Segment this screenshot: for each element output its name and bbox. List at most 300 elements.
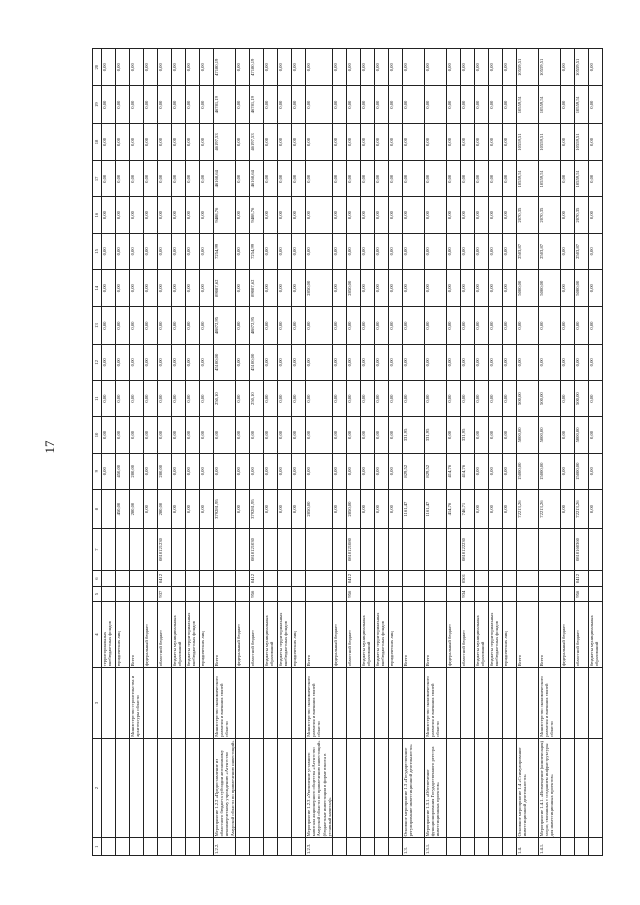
amount-cell: 0,00 — [503, 381, 517, 417]
table-row — [589, 49, 603, 856]
funding-source-cell: федеральный бюджет — [333, 601, 347, 667]
amount-cell: 0,00 — [375, 270, 389, 307]
funding-source-cell: Всего — [306, 601, 333, 667]
amount-cell: 0,00 — [172, 86, 186, 123]
amount-cell: 379281,95 — [214, 489, 236, 528]
amount-cell: 0,00 — [503, 123, 517, 160]
row-number-cell: 1.2.2. — [214, 838, 236, 856]
amount-cell: 0,00 — [461, 233, 475, 269]
amount-cell: 0,00 — [403, 381, 425, 417]
amount-cell: 0,00 — [144, 344, 158, 380]
amount-cell: 0,00 — [447, 344, 461, 380]
amount-cell: 0,00 — [333, 489, 347, 528]
amount-cell: 0,00 — [102, 344, 116, 380]
amount-cell: 0,00 — [347, 233, 361, 269]
amount-cell: 0,00 — [403, 344, 425, 380]
target-article-cell — [447, 529, 461, 570]
column-number: 5 — [93, 587, 102, 602]
grbs-code-cell — [144, 587, 158, 602]
table-row — [264, 49, 278, 856]
amount-cell: 331,95 — [461, 417, 475, 453]
amount-cell: 0,00 — [475, 49, 489, 87]
column-number: 15 — [93, 233, 102, 269]
amount-cell: 0,00 — [403, 123, 425, 160]
amount-cell: 280,00 — [130, 489, 144, 528]
funding-source-cell: бюджеты муниципальных образований — [172, 601, 186, 667]
amount-cell: 0,00 — [306, 344, 333, 380]
measure-name-cell — [333, 738, 347, 838]
amount-cell: 0,00 — [361, 344, 375, 380]
grbs-code-cell — [102, 587, 116, 602]
amount-cell: 0,00 — [561, 381, 575, 417]
row-number-cell — [589, 838, 603, 856]
measure-name-cell — [130, 738, 144, 838]
measure-name-cell — [250, 738, 264, 838]
measure-name-cell — [347, 738, 361, 838]
amount-cell: 0,00 — [561, 123, 575, 160]
amount-cell: 45100,00 — [214, 344, 236, 380]
amount-cell: 0,00 — [425, 161, 447, 197]
amount-cell: 72213,26 — [539, 489, 561, 528]
funding-source-cell: федеральный бюджет — [236, 601, 250, 667]
target-article-cell — [539, 529, 561, 570]
amount-cell: 0,00 — [447, 197, 461, 233]
amount-cell: 0,00 — [475, 123, 489, 160]
target-article-cell — [102, 529, 116, 570]
amount-cell: 2503,87 — [517, 233, 539, 269]
responsible-cell — [186, 668, 200, 739]
responsible-cell — [403, 668, 425, 739]
amount-cell: 0,00 — [589, 161, 603, 197]
responsible-cell: Министерство экономического развития и внешних связей области — [425, 668, 447, 739]
target-article-cell — [130, 529, 144, 570]
amount-cell: 0,00 — [186, 233, 200, 269]
funding-source-cell: бюджеты территориальных внебюджетных фондов — [278, 601, 292, 667]
responsible-cell — [172, 668, 186, 739]
amount-cell: 0,00 — [264, 123, 278, 160]
table-row — [116, 49, 130, 856]
amount-cell: 0,00 — [172, 417, 186, 453]
responsible-cell — [333, 668, 347, 739]
amount-cell: 0,00 — [116, 270, 130, 307]
target-article-cell: 0810121230 — [158, 529, 172, 570]
amount-cell: 0,00 — [503, 86, 517, 123]
amount-cell: 1161,47 — [425, 489, 447, 528]
target-article-cell — [144, 529, 158, 570]
amount-cell: 0,00 — [589, 381, 603, 417]
amount-cell: 0,00 — [172, 344, 186, 380]
amount-cell: 0,00 — [278, 123, 292, 160]
measure-name-cell — [186, 738, 200, 838]
column-number: 10 — [93, 417, 102, 453]
amount-cell: 0,00 — [389, 381, 403, 417]
amount-cell: 0,00 — [389, 49, 403, 87]
row-number-cell — [447, 838, 461, 856]
amount-cell: 72213,26 — [575, 489, 589, 528]
funding-source-cell: Всего — [425, 601, 447, 667]
amount-cell: 0,00 — [144, 161, 158, 197]
target-article-cell: 0810121080 — [347, 529, 361, 570]
amount-cell: 0,00 — [116, 161, 130, 197]
amount-cell: 0,00 — [186, 270, 200, 307]
table-row — [186, 49, 200, 856]
section-code-cell — [425, 570, 447, 587]
amount-cell: 0,00 — [347, 307, 361, 344]
target-article-cell — [292, 529, 306, 570]
amount-cell: 10559,51 — [517, 161, 539, 197]
amount-cell: 1161,47 — [403, 489, 425, 528]
amount-cell: 0,00 — [489, 86, 503, 123]
amount-cell: 72213,26 — [517, 489, 539, 528]
amount-cell: 0,00 — [172, 453, 186, 489]
amount-cell: 0,00 — [561, 197, 575, 233]
amount-cell: 0,00 — [389, 307, 403, 344]
funding-source-cell: бюджеты территориальных внебюджетных фондов — [186, 601, 200, 667]
grbs-code-cell: 956 — [575, 587, 589, 602]
amount-cell: 0,00 — [278, 381, 292, 417]
amount-cell: 0,00 — [589, 197, 603, 233]
row-number-cell — [489, 838, 503, 856]
amount-cell: 0,00 — [475, 197, 489, 233]
amount-cell: 5000,00 — [575, 270, 589, 307]
row-number-cell — [186, 838, 200, 856]
row-number-cell — [475, 838, 489, 856]
amount-cell: 0,00 — [200, 49, 214, 87]
measure-name-cell — [116, 738, 130, 838]
target-article-cell — [278, 529, 292, 570]
amount-cell: 450,00 — [116, 453, 130, 489]
amount-cell: 0,00 — [389, 123, 403, 160]
amount-cell: 2850,00 — [347, 270, 361, 307]
amount-cell: 0,00 — [130, 123, 144, 160]
rotated-page-holder — [92, 48, 600, 856]
amount-cell: 0,00 — [375, 161, 389, 197]
row-number-cell — [389, 838, 403, 856]
responsible-cell — [347, 668, 361, 739]
section-code-cell — [306, 570, 333, 587]
amount-cell: 746,71 — [461, 489, 475, 528]
amount-cell — [102, 489, 116, 528]
amount-cell: 5000,00 — [517, 270, 539, 307]
amount-cell: 0,00 — [589, 307, 603, 344]
table-row — [292, 49, 306, 856]
amount-cell: 0,00 — [347, 417, 361, 453]
amount-cell: 0,00 — [361, 197, 375, 233]
amount-cell: 0,00 — [200, 86, 214, 123]
amount-cell: 280,00 — [130, 453, 144, 489]
amount-cell: 0,00 — [425, 123, 447, 160]
amount-cell: 0,00 — [278, 161, 292, 197]
amount-cell: 0,00 — [575, 344, 589, 380]
amount-cell: 0,00 — [347, 123, 361, 160]
amount-cell: 0,00 — [200, 453, 214, 489]
amount-cell: 0,00 — [102, 86, 116, 123]
amount-cell: 0,00 — [292, 344, 306, 380]
amount-cell: 0,00 — [475, 489, 489, 528]
amount-cell: 0,00 — [475, 381, 489, 417]
section-code-cell — [102, 570, 116, 587]
amount-cell: 0,00 — [158, 86, 172, 123]
row-number-cell — [172, 838, 186, 856]
table-row — [389, 49, 403, 856]
amount-cell: 0,00 — [403, 233, 425, 269]
table-row — [130, 49, 144, 856]
target-article-cell — [333, 529, 347, 570]
amount-cell: 0,00 — [447, 123, 461, 160]
amount-cell: 0,00 — [292, 86, 306, 123]
page-number: 17 — [42, 440, 57, 454]
amount-cell: 0,00 — [102, 307, 116, 344]
funding-source-cell: областной бюджет — [575, 601, 589, 667]
amount-cell: 0,00 — [158, 270, 172, 307]
measure-name-cell — [475, 738, 489, 838]
amount-cell: 0,00 — [200, 489, 214, 528]
row-number-cell — [116, 838, 130, 856]
grbs-code-cell — [306, 587, 333, 602]
amount-cell: 0,00 — [292, 197, 306, 233]
amount-cell: 0,00 — [306, 233, 333, 269]
amount-cell: 0,00 — [102, 270, 116, 307]
funding-source-cell: федеральный бюджет — [144, 601, 158, 667]
amount-cell: 10559,51 — [517, 86, 539, 123]
measure-name-cell — [292, 738, 306, 838]
grbs-code-cell — [589, 587, 603, 602]
amount-cell: 89087,62 — [250, 270, 264, 307]
grbs-code-cell — [425, 587, 447, 602]
amount-cell: 0,00 — [158, 381, 172, 417]
amount-cell: 0,00 — [278, 49, 292, 87]
amount-cell: 0,00 — [489, 123, 503, 160]
amount-cell: 0,00 — [333, 197, 347, 233]
grbs-code-cell — [539, 587, 561, 602]
amount-cell: 0,00 — [236, 49, 250, 87]
amount-cell: 0,00 — [589, 123, 603, 160]
amount-cell: 0,00 — [375, 489, 389, 528]
grbs-code-cell — [403, 587, 425, 602]
measure-name-cell — [264, 738, 278, 838]
amount-cell: 0,00 — [503, 49, 517, 87]
amount-cell: 0,00 — [172, 161, 186, 197]
amount-cell: 0,00 — [425, 49, 447, 87]
amount-cell: 0,00 — [236, 489, 250, 528]
amount-cell: 0,00 — [503, 453, 517, 489]
section-code-cell — [186, 570, 200, 587]
amount-cell: 0,00 — [278, 417, 292, 453]
amount-cell: 15000,00 — [575, 453, 589, 489]
amount-cell: 0,00 — [172, 197, 186, 233]
amount-cell: 0,00 — [475, 86, 489, 123]
amount-cell: 0,00 — [461, 307, 475, 344]
amount-cell: 0,00 — [200, 123, 214, 160]
amount-cell: 10559,51 — [539, 161, 561, 197]
grbs-code-cell — [333, 587, 347, 602]
target-article-cell — [186, 529, 200, 570]
amount-cell: 0,00 — [375, 381, 389, 417]
funding-source-cell: юридических лиц — [116, 601, 130, 667]
amount-cell: 0,00 — [561, 49, 575, 87]
measure-name-cell: Основное мероприятие 1.3 «Государственное регулирование инвестиционной деятельности» — [403, 738, 425, 838]
target-article-cell — [489, 529, 503, 570]
funding-source-cell: территориальных внебюджетных фондов — [102, 601, 116, 667]
amount-cell: 0,00 — [278, 86, 292, 123]
amount-cell: 0,00 — [503, 489, 517, 528]
amount-cell: 0,00 — [489, 453, 503, 489]
row-number-cell — [144, 838, 158, 856]
amount-cell: 0,00 — [158, 307, 172, 344]
amount-cell: 0,00 — [172, 489, 186, 528]
row-number-cell — [461, 838, 475, 856]
amount-cell: 0,00 — [172, 49, 186, 87]
section-code-cell — [539, 570, 561, 587]
measure-name-cell — [172, 738, 186, 838]
amount-cell: 0,00 — [278, 307, 292, 344]
target-article-cell — [403, 529, 425, 570]
row-number-cell: 1.3. — [403, 838, 425, 856]
grbs-code-cell — [361, 587, 375, 602]
amount-cell: 0,00 — [503, 233, 517, 269]
amount-cell: 0,00 — [278, 233, 292, 269]
row-number-cell — [375, 838, 389, 856]
amount-cell: 5000,00 — [539, 417, 561, 453]
amount-cell: 0,00 — [589, 489, 603, 528]
amount-cell: 0,00 — [389, 161, 403, 197]
amount-cell: 48872,95 — [250, 307, 264, 344]
table-row — [158, 49, 172, 856]
measure-name-cell: Мероприятие 1.3.1. «Обеспечение функционирования Государственного реестра инвестиционных проектов» — [425, 738, 447, 838]
amount-cell: 0,00 — [361, 233, 375, 269]
amount-cell: 0,00 — [447, 49, 461, 87]
responsible-cell — [292, 668, 306, 739]
section-code-cell: 0412 — [575, 570, 589, 587]
amount-cell: 0,00 — [403, 161, 425, 197]
amount-cell: 0,00 — [292, 489, 306, 528]
row-number-cell — [333, 838, 347, 856]
amount-cell: 0,00 — [306, 381, 333, 417]
measure-name-cell — [489, 738, 503, 838]
section-code-cell — [403, 570, 425, 587]
amount-cell: 829,52 — [403, 453, 425, 489]
amount-cell: 0,00 — [503, 307, 517, 344]
amount-cell: 0,00 — [278, 489, 292, 528]
amount-cell: 48872,95 — [214, 307, 236, 344]
amount-cell: 0,00 — [375, 307, 389, 344]
amount-cell: 0,00 — [447, 161, 461, 197]
row-number-cell — [278, 838, 292, 856]
amount-cell: 89087,62 — [214, 270, 236, 307]
amount-cell: 0,00 — [575, 307, 589, 344]
row-number-cell — [347, 838, 361, 856]
amount-cell: 0,00 — [186, 344, 200, 380]
amount-cell: 0,00 — [200, 381, 214, 417]
grbs-code-cell — [264, 587, 278, 602]
grbs-code-cell — [447, 587, 461, 602]
grbs-code-cell — [503, 587, 517, 602]
amount-cell: 0,00 — [561, 161, 575, 197]
grbs-code-cell: 934 — [461, 587, 475, 602]
amount-cell: 0,00 — [347, 197, 361, 233]
amount-cell: 9488,76 — [214, 197, 236, 233]
funding-source-cell: Всего — [403, 601, 425, 667]
amount-cell: 0,00 — [361, 489, 375, 528]
amount-cell: 0,00 — [503, 344, 517, 380]
amount-cell: 0,00 — [264, 161, 278, 197]
funding-source-cell: юридических лиц — [503, 601, 517, 667]
amount-cell: 0,00 — [144, 233, 158, 269]
amount-cell: 0,00 — [200, 161, 214, 197]
amount-cell: 5000,00 — [517, 417, 539, 453]
amount-cell: 0,00 — [489, 307, 503, 344]
amount-cell: 0,00 — [186, 49, 200, 87]
amount-cell: 0,00 — [361, 307, 375, 344]
amount-cell: 0,00 — [375, 49, 389, 87]
grbs-code-cell — [116, 587, 130, 602]
amount-cell: 0,00 — [461, 344, 475, 380]
amount-cell: 10559,51 — [575, 86, 589, 123]
amount-cell: 0,00 — [144, 381, 158, 417]
responsible-cell — [158, 668, 172, 739]
rotated-table-wrap — [92, 48, 600, 856]
column-number: 19 — [93, 86, 102, 123]
amount-cell: 0,00 — [186, 489, 200, 528]
amount-cell: 0,00 — [214, 417, 236, 453]
amount-cell: 0,00 — [292, 381, 306, 417]
amount-cell: 0,00 — [539, 344, 561, 380]
amount-cell: 0,00 — [425, 270, 447, 307]
amount-cell: 0,00 — [144, 453, 158, 489]
column-number: 1 — [93, 838, 102, 856]
measure-name-cell — [158, 738, 172, 838]
responsible-cell — [361, 668, 375, 739]
table-row — [475, 49, 489, 856]
amount-cell: 0,00 — [130, 344, 144, 380]
target-article-cell — [503, 529, 517, 570]
amount-cell: 0,00 — [158, 344, 172, 380]
funding-source-cell: областной бюджет — [250, 601, 264, 667]
amount-cell: 0,00 — [292, 233, 306, 269]
amount-cell: 0,00 — [333, 344, 347, 380]
section-code-cell — [172, 570, 186, 587]
amount-cell: 0,00 — [447, 417, 461, 453]
amount-cell: 0,00 — [475, 453, 489, 489]
grbs-code-cell — [517, 587, 539, 602]
funding-source-cell: Всего — [130, 601, 144, 667]
table-row — [503, 49, 517, 856]
amount-cell: 0,00 — [333, 161, 347, 197]
amount-cell: 0,00 — [264, 270, 278, 307]
column-number: 11 — [93, 381, 102, 417]
amount-cell: 0,00 — [333, 233, 347, 269]
section-code-cell — [517, 570, 539, 587]
amount-cell: 0,00 — [503, 161, 517, 197]
column-number: 20 — [93, 49, 102, 87]
amount-cell: 0,00 — [264, 344, 278, 380]
table-row — [489, 49, 503, 856]
section-code-cell — [375, 570, 389, 587]
amount-cell: 0,00 — [403, 49, 425, 87]
amount-cell: 0,00 — [489, 344, 503, 380]
amount-cell: 0,00 — [158, 233, 172, 269]
amount-cell: 379281,95 — [250, 489, 264, 528]
target-article-cell — [361, 529, 375, 570]
grbs-code-cell — [200, 587, 214, 602]
section-code-cell — [475, 570, 489, 587]
amount-cell: 0,00 — [403, 86, 425, 123]
amount-cell: 0,00 — [375, 417, 389, 453]
amount-cell: 0,00 — [102, 453, 116, 489]
amount-cell: 46197,53 — [250, 123, 264, 160]
amount-cell: 10559,51 — [517, 123, 539, 160]
measure-name-cell — [389, 738, 403, 838]
